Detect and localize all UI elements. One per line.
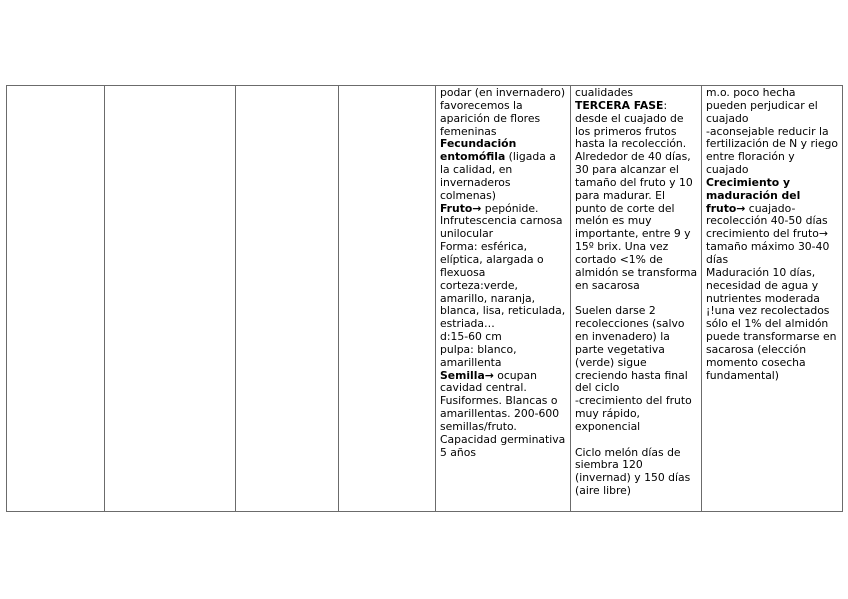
ciclo-text: Ciclo melón días de siembra 120 (invernad) y 150 días (aire libre) — [575, 445, 691, 498]
empty-cell-2 — [105, 86, 236, 512]
tercera-fase-text: : desde el cuajado de los primeros frutos hasta la recolección. Alrededor de 40 días, 30 para alcanzar el tamaño del fruto y 10 para madurar. El punto de corte del melón es muy importante, entre 9 y 15º brix. Una vez cortado <1% de almidón se transforma en sacarosa — [575, 98, 698, 292]
corteza-text: corteza:verde, amarillo, naranja, blanca, lisa, reticulada, estriada… — [440, 278, 566, 331]
fecundacion-paragraph — [440, 138, 567, 202]
cualidades-text: cualidades — [575, 86, 633, 99]
tercera-fase-heading: TERCERA FASE — [575, 98, 664, 112]
empty-cell-3 — [236, 86, 339, 512]
empty-cell-1 — [7, 86, 105, 512]
tercera-fase-paragraph — [575, 100, 698, 293]
fruto-heading: Fruto — [440, 201, 473, 215]
arrow-right-icon: → — [484, 368, 494, 382]
crecimiento-text: -crecimiento del fruto muy rápido, exponencial — [575, 394, 692, 433]
arrow-right-icon: → — [736, 201, 746, 215]
fecundacion-text: (ligada a la calidad, en invernaderos colmenas) — [440, 150, 556, 202]
fruto-text: pepónide. Infrutescencia carnosa unilocular — [440, 201, 563, 241]
phase-description-cell — [571, 86, 702, 512]
mo-text: m.o. poco hecha pueden perjudicar el cuajado — [706, 86, 818, 125]
table-row — [7, 86, 843, 512]
spacer — [575, 434, 698, 447]
maduracion-text: Maduración 10 días, necesidad de agua y nutrientes moderada ¡!una vez recolectados sólo el 1% del almidón puede transformarse en sacarosa (elección momento cosecha fundamental) — [706, 265, 837, 382]
recolecciones-text: Suelen darse 2 recolecciones (salvo en invenadero) la parte vegetativa (verde) sigue creciendo hasta final del ciclo — [575, 304, 688, 395]
content-table — [6, 85, 843, 512]
podar-text: podar (en invernadero) favorecemos la aparición de flores femeninas — [440, 86, 566, 138]
crecimiento-paragraph — [706, 177, 839, 267]
tamano-text: tamaño máximo 30-40 días — [706, 240, 830, 266]
empty-cell-4 — [339, 86, 436, 512]
crecimiento-heading: Crecimiento y maduración del fruto — [706, 175, 801, 215]
forma-text: Forma: esférica, elíptica, alargada o flexuosa — [440, 240, 544, 279]
semilla-text: ocupan cavidad central. Fusiformes. Blancas o amarillentas. 200-600 semillas/fruto. Capacidad germinativa 5 años — [440, 368, 566, 459]
maturation-cell — [702, 86, 843, 512]
diametro-text: d:15-60 cm — [440, 330, 502, 344]
fecundacion-heading: Fecundación entomófila — [440, 137, 517, 164]
semilla-heading: Semilla — [440, 368, 485, 382]
fruto-paragraph — [440, 203, 567, 242]
semilla-paragraph — [440, 370, 567, 460]
pulpa-text: pulpa: blanco, amarillenta — [440, 342, 517, 369]
arrow-right-icon: → — [472, 201, 482, 215]
fruit-description-cell — [436, 86, 571, 512]
arrow-right-icon: → — [818, 227, 828, 241]
crecimiento-text: cuajado-recolección 40-50 días crecimiento del fruto — [706, 201, 828, 241]
fertilizacion-text: -aconsejable reducir la fertilización de N y riego entre floración y cuajado — [706, 124, 839, 177]
